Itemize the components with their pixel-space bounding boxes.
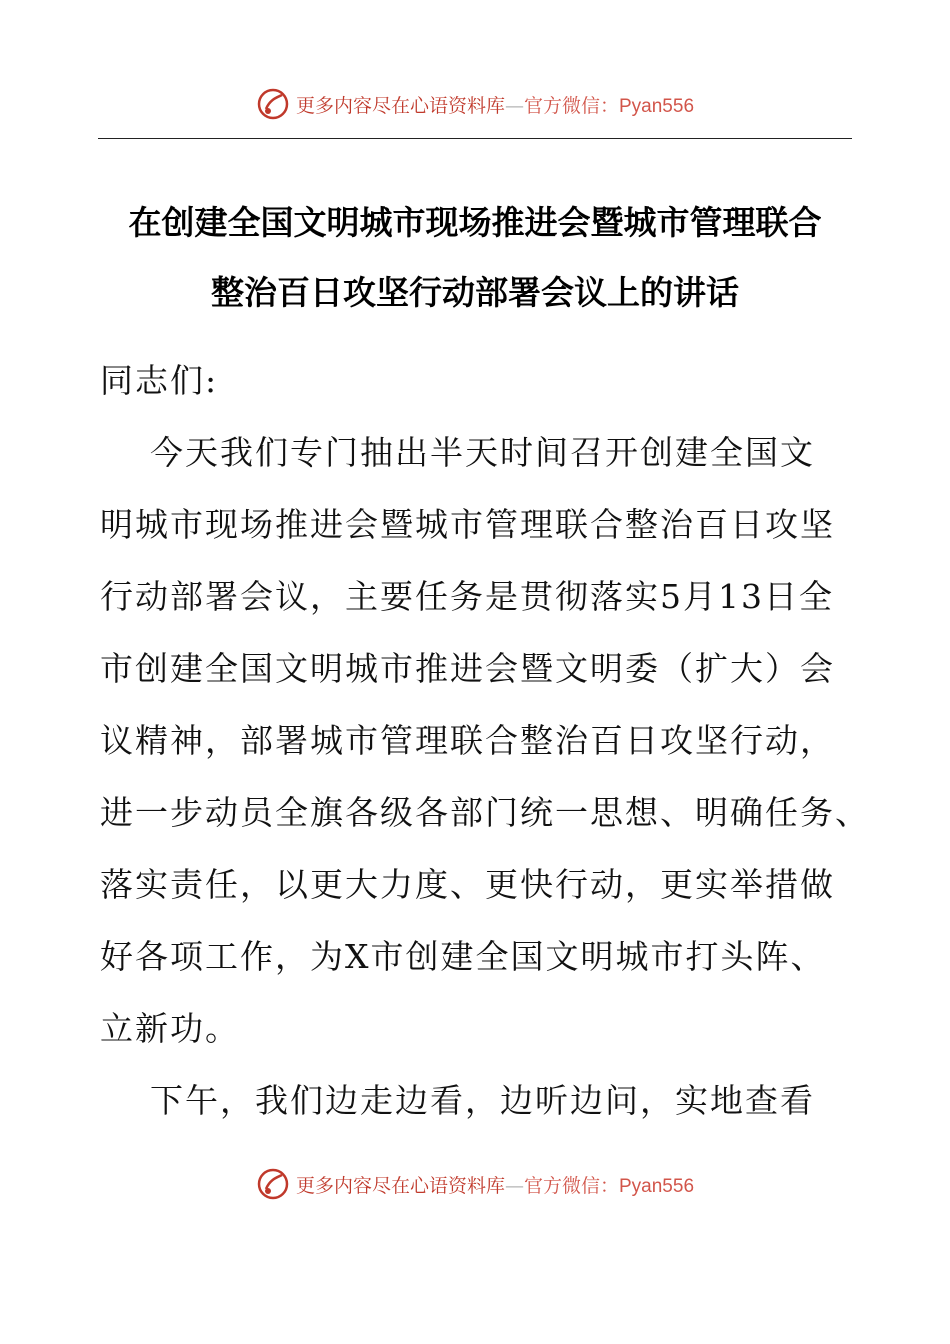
paragraph-line: 落实责任，以更大力度、更快行动，更实举措做 (100, 865, 835, 904)
paragraph-line: 行动部署会议，主要任务是贯彻落实5月13日全 (100, 577, 834, 616)
header-banner (0, 84, 950, 124)
paragraph-1 (100, 417, 890, 1065)
document-body (100, 345, 890, 1137)
banner-text (296, 1171, 694, 1198)
logo-icon (256, 87, 290, 121)
banner-text (296, 91, 694, 118)
header-divider (98, 138, 852, 139)
salutation: 同志们: (100, 361, 219, 400)
paragraph-line: 好各项工作，为X市创建全国文明城市打头阵、 (100, 937, 826, 976)
banner-main-text: 更多内容尽在心语资料库 (295, 1174, 505, 1197)
banner-main-text: 更多内容尽在心语资料库 (295, 94, 505, 117)
banner-wechat-text: 官方微信：Pyan556 (524, 95, 695, 117)
paragraph-line: 今天我们专门抽出半天时间召开创建全国文 (150, 433, 815, 472)
banner-dash: — (505, 94, 524, 117)
logo-icon (256, 1167, 290, 1201)
paragraph-line: 进一步动员全旗各级各部门统一思想、明确任务、 (100, 793, 870, 832)
document-title (98, 188, 852, 328)
banner-wechat-text: 官方微信：Pyan556 (524, 1175, 695, 1197)
paragraph-line: 立新功。 (100, 1009, 240, 1048)
paragraph-line: 市创建全国文明城市推进会暨文明委（扩大）会 (100, 649, 835, 688)
paragraph-2 (100, 1065, 890, 1137)
banner-dash: — (505, 1174, 524, 1197)
paragraph-line: 下午，我们边走边看，边听边问，实地查看 (150, 1081, 815, 1120)
paragraph-line: 议精神，部署城市管理联合整治百日攻坚行动， (100, 721, 835, 760)
paragraph-line: 明城市现场推进会暨城市管理联合整治百日攻坚 (100, 505, 835, 544)
footer-banner (0, 1164, 950, 1204)
title-line: 整治百日攻坚行动部署会议上的讲话 (211, 273, 739, 312)
title-line: 在创建全国文明城市现场推进会暨城市管理联合 (128, 203, 822, 242)
